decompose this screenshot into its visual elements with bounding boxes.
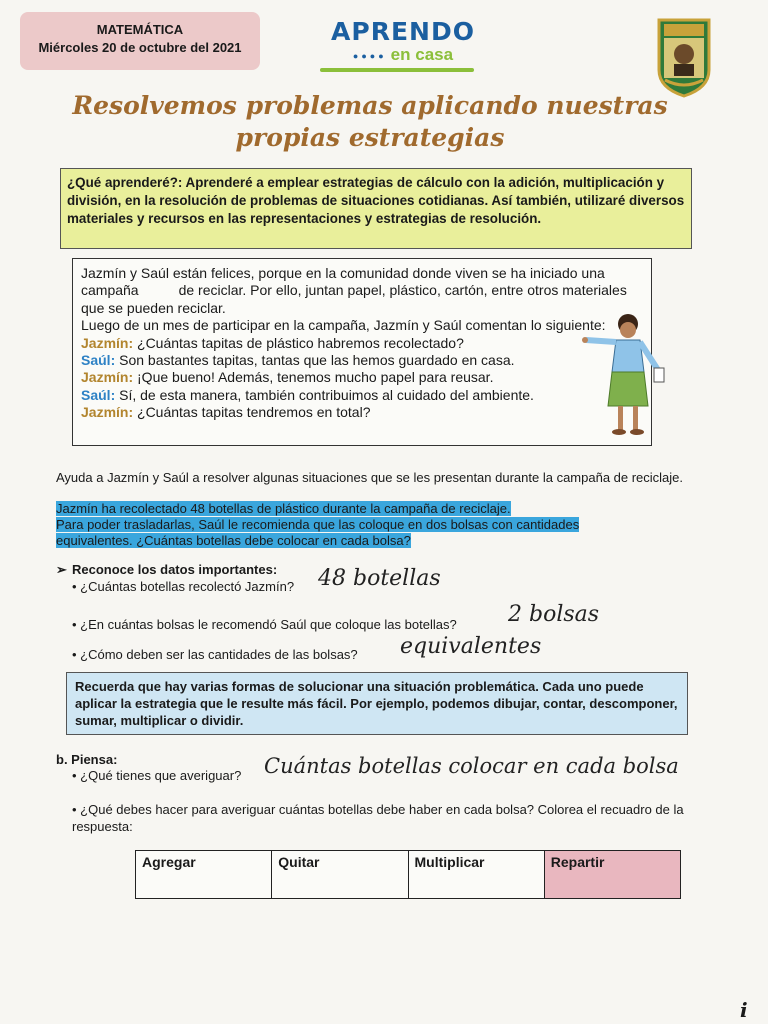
answer-2-handwritten: 2 bolsas — [508, 602, 600, 627]
question-3-text: • ¿Cómo deben ser las cantidades de las bolsas? — [72, 647, 358, 662]
think-question-1-text: • ¿Qué tienes que averiguar? — [72, 768, 242, 783]
arrow-bullet-icon: ➢ — [56, 562, 67, 577]
dialogue-speaker: Jazmín: — [81, 334, 134, 351]
logo-dots-icon: ●●●● — [352, 50, 387, 61]
page-title — [60, 90, 680, 154]
dialogue-line — [81, 404, 643, 421]
dialogue-text: Son bastantes tapitas, tantas que las hemos guardado en casa. — [115, 352, 515, 369]
answer-3-handwritten: equivalentes — [400, 634, 542, 659]
dialogue-text: ¿Cuántas tapitas tendremos en total? — [133, 404, 371, 421]
teacher-illustration-icon — [582, 310, 674, 442]
story-paragraph-1 — [81, 265, 643, 317]
problem-statement — [56, 501, 656, 549]
reminder-text: Recuerda que hay varias formas de solucionar una situación problemática. Cada uno puede aplicar la estrategia que le resulte más fácil. Por ejemplo, podemos dibujar, contar, descomponer, sumar, multiplicar o dividir. — [75, 679, 678, 728]
option-multiplicar[interactable]: Multiplicar — [408, 851, 544, 899]
story-paragraph-2: Luego de un mes de participar en la campaña, Jazmín y Saúl comentan lo siguiente: — [81, 317, 606, 334]
title-line-2: propias estrategias — [235, 123, 505, 152]
dialogue-line — [81, 352, 643, 369]
learning-goal-text: ¿Qué aprenderé?: Aprenderé a emplear estrategias de cálculo con la adición, multiplicación y división, en la resolución de problemas de situaciones cotidianas. Así también, utilizaré diversos materiales y recursos en las representaciones y estrategias de resolución. — [67, 175, 685, 226]
question-1-text: • ¿Cuántas botellas recolectó Jazmín? — [72, 579, 295, 594]
dialogue-speaker: Jazmín: — [81, 369, 134, 386]
logo-word-aprendo: APRENDO — [331, 17, 475, 46]
question-2 — [56, 602, 716, 642]
dialogue-text: ¿Cuántas tapitas de plástico habremos recolectado? — [133, 334, 464, 351]
subject-label: MATEMÁTICA — [96, 22, 184, 37]
answer-options-table — [135, 850, 681, 899]
dialogue-line — [81, 335, 643, 352]
dialogue-line — [81, 369, 643, 386]
date-header — [20, 12, 260, 70]
date-label: Miércoles 20 de octubre del 2021 — [38, 40, 242, 55]
dialogue-line — [81, 387, 643, 404]
think-answer-1-handwritten: Cuántas botellas colocar en cada bolsa — [264, 754, 679, 778]
logo-underline — [320, 68, 474, 72]
dialogue-speaker: Jazmín: — [81, 404, 134, 421]
dialogue-list — [81, 335, 643, 422]
think-section — [56, 752, 756, 835]
dialogue-speaker: Saúl: — [81, 352, 116, 369]
title-line-1: Resolvemos problemas aplicando nuestras — [72, 91, 668, 120]
problem-line-1: Jazmín ha recolectado 48 botellas de plástico durante la campaña de reciclaje. — [56, 501, 511, 516]
story-box — [72, 258, 652, 446]
think-question-2: • ¿Qué debes hacer para averiguar cuántas botellas debe haber en cada bolsa? Colorea el recuadro de la respuesta: — [72, 802, 684, 834]
dialogue-speaker: Saúl: — [81, 386, 116, 403]
option-agregar[interactable]: Agregar — [136, 851, 272, 899]
page-mark: i — [740, 998, 748, 1022]
answer-options-row — [136, 851, 681, 899]
option-repartir[interactable]: Repartir — [544, 851, 680, 899]
answer-1-handwritten: 48 botellas — [318, 566, 441, 591]
logo-en-casa-text: en casa — [390, 45, 454, 64]
question-2-text: • ¿En cuántas bolsas le recomendó Saúl que coloque las botellas? — [72, 617, 457, 632]
school-crest-icon — [655, 14, 713, 98]
story-p1b: de reciclar. Por ello, juntan papel, plástico, cartón, entre otros materiales que se pueden reciclar. — [81, 282, 627, 316]
reminder-box — [66, 672, 688, 735]
piensa-heading: b. Piensa: — [56, 752, 118, 767]
dialogue-text: ¡Que bueno! Además, tenemos mucho papel para reusar. — [133, 369, 494, 386]
logo-word-en-casa — [328, 46, 478, 65]
learning-goal-box — [60, 168, 692, 249]
question-3 — [56, 634, 716, 672]
option-quitar[interactable]: Quitar — [272, 851, 408, 899]
datos-heading-text: Reconoce los datos importantes: — [72, 562, 278, 577]
help-instruction: Ayuda a Jazmín y Saúl a resolver algunas situaciones que se les presentan durante la campaña de reciclaje. — [56, 470, 684, 485]
important-data-section — [56, 562, 716, 672]
problem-line-2: Para poder trasladarlas, Saúl le recomienda que las coloque en dos bolsas con cantidades equivalentes. ¿Cuántas botellas debe colocar en cada bolsa? — [56, 517, 580, 548]
story-p1a: Jazmín y Saúl están felices, porque en la comunidad donde viven se ha iniciado una campaña — [81, 265, 605, 299]
dialogue-text: Sí, de esta manera, también contribuimos al cuidado del ambiente. — [115, 386, 534, 403]
